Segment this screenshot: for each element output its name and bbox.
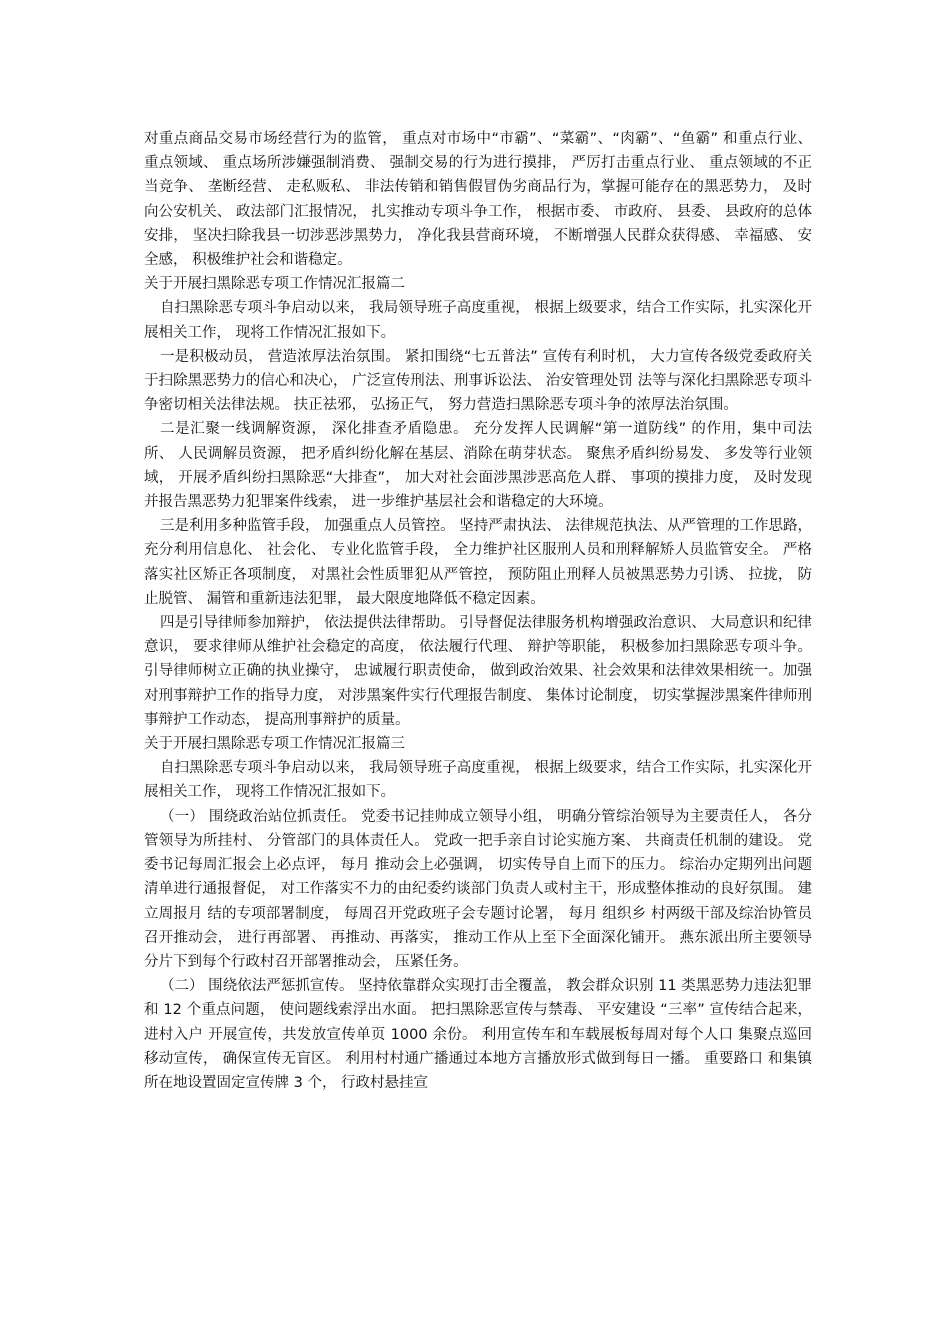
document-body	[144, 127, 812, 1095]
paragraph-point-three: 三是利用多种监管手段， 加强重点人员管控。 坚持严肃执法、 法律规范执法、从严管理的工作思路， 充分利用信息化、 社会化、 专业化监管手段， 全力维护社区服刑人员和刑释解矫人员监管安全。 严格落实社区矫正各项制度， 对黑社会性质罪犯从严管控， 预防阻止刑释人员被黑恶势力引诱、 拉拢， 防止脱管、 漏管和重新违法犯罪， 最大限度地降低不稳定因素。	[144, 518, 812, 607]
section-heading-part-two: 关于开展扫黑除恶专项工作情况汇报篇二	[144, 276, 405, 293]
paragraph-intro-two: 自扫黑除恶专项斗争启动以来， 我局领导班子高度重视， 根据上级要求，结合工作实际，扎实深化开展相关工作， 现将工作情况汇报如下。	[144, 300, 812, 341]
paragraph-section-one: （一） 围绕政治站位抓责任。 党委书记挂帅成立领导小组， 明确分管综治领导为主要责任人， 各分管领导为所挂村、 分管部门的具体责任人。 党政一把手亲自讨论实施方案、 共商责任机制的建设。 党委书记每周汇报会上必点评， 每月 推动会上必强调， 切实传导自上而下的压力。 综治办定期列出问题清单进行通报督促， 对工作落实不力的由纪委约谈部门负责人或村主干，形成整体推动的良好氛围。 建立周报月 结的专项部署制度， 每周召开党政班子会专题讨论署， 每月 组织乡 村两级干部及综治协管员召开推动会， 进行再部署、 再推动、再落实， 推动工作从上至下全面深化铺开。 燕东派出所主要领导分片下到每个行政村召开部署推动会， 压紧任务。	[144, 808, 812, 970]
paragraph-point-four: 四是引导律师参加辩护， 依法提供法律帮助。 引导督促法律服务机构增强政治意识、 大局意识和纪律意识， 要求律师从维护社会稳定的高度， 依法履行代理、 辩护等职能， 积极参加扫黑除恶专项斗争。 引导律师树立正确的执业操守， 忠诚履行职责使命， 做到政治效果、社会效果和法律效果相统一。加强对刑事辩护工作的指导力度， 对涉黑案件实行代理报告制度、 集体讨论制度， 切实掌握涉黑案件律师刑事辩护工作动态， 提高刑事辩护的质量。	[144, 615, 812, 728]
paragraph-section-two: （二） 围绕依法严惩抓宣传。 坚持依靠群众实现打击全覆盖， 教会群众识别 11 类黑恶势力违法犯罪和 12 个重点问题， 使问题线索浮出水面。 把扫黑除恶宣传与禁毒、 平安建设 “三率” 宣传结合起来， 进村入户 开展宣传，共发放宣传单页 1000 余份。 利用宣传车和车载展板每周对每个人口 集聚点巡回移动宣传， 确保宣传无盲区。 利用村村通广播通过本地方言播放形式做到每日一播。 重要路口 和集镇所在地设置固定宣传牌 3 个， 行政村悬挂宣	[144, 978, 812, 1091]
paragraph-point-two: 二是汇聚一线调解资源， 深化排查矛盾隐患。 充分发挥人民调解“第一道防线” 的作用，集中司法所、 人民调解员资源， 把矛盾纠纷化解在基层、消除在萌芽状态。 聚焦矛盾纠纷易发、 多发等行业领域， 开展矛盾纠纷扫黑除恶“大排查”， 加大对社会面涉黑涉恶高危人群、 事项的摸排力度， 及时发现并报告黑恶势力犯罪案件线索， 进一步维护基层社会和谐稳定的大环境。	[144, 421, 812, 511]
section-heading-part-three: 关于开展扫黑除恶专项工作情况汇报篇三	[144, 736, 405, 753]
paragraph-continuation: 对重点商品交易市场经营行为的监管， 重点对市场中“市霸”、“菜霸”、“肉霸”、“鱼霸” 和重点行业、 重点领域、 重点场所涉嫌强制消费、 强制交易的行为进行摸排， 严厉打击重点行业、 重点领域的不正当竞争、 垄断经营、 走私贩私、 非法传销和销售假冒伪劣商品行为，掌握可能存在的黑恶势力， 及时向公安机关、 政法部门汇报情况， 扎实推动专项斗争工作， 根据市委、 市政府、 县委、 县政府的总体安排， 坚决扫除我县一切涉恶涉黑势力， 净化我县营商环境， 不断增强人民群众获得感、 幸福感、 安全感， 积极维护社会和谐稳定。	[144, 131, 812, 269]
paragraph-point-one: 一是积极动员， 营造浓厚法治氛围。 紧扣围绕“七五普法” 宣传有利时机， 大力宣传各级党委政府关于扫除黑恶势力的信心和决心， 广泛宣传刑法、刑事诉讼法、 治安管理处罚 法等与深化扫黑除恶专项斗争密切相关法律法规。 扶正祛邪， 弘扬正气， 努力营造扫黑除恶专项斗争的浓厚法治氛围。	[144, 348, 812, 414]
paragraph-intro-three: 自扫黑除恶专项斗争启动以来， 我局领导班子高度重视， 根据上级要求，结合工作实际，扎实深化开展相关工作， 现将工作情况汇报如下。	[144, 760, 812, 801]
